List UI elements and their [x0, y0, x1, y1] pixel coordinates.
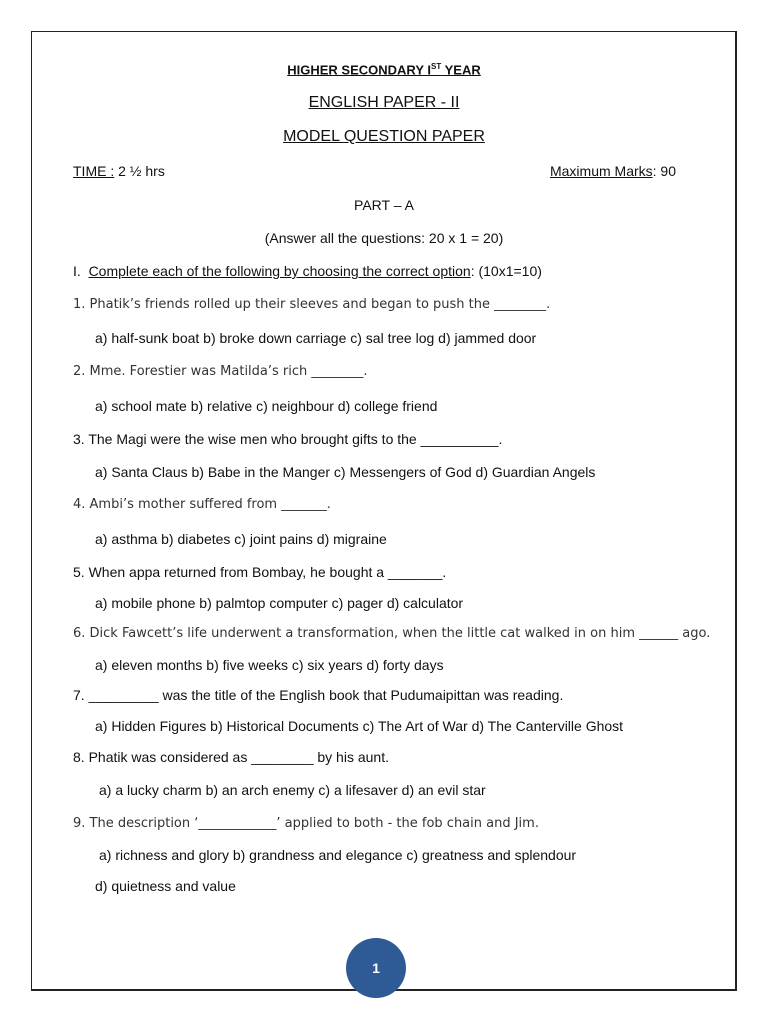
options-5: a) mobile phone b) palmtop computer c) pager d) calculator	[95, 595, 464, 611]
options-9-continued: d) quietness and value	[95, 878, 236, 894]
question-3: 3. The Magi were the wise men who brought gifts to the __________.	[73, 431, 503, 447]
question-8: 8. Phatik was considered as ________ by his aunt.	[73, 749, 389, 765]
question-1: 1. Phatik’s friends rolled up their sleeves and began to push the ________.	[73, 297, 551, 312]
exam-title: HIGHER SECONDARY IST YEAR	[287, 62, 481, 78]
options-1: a) half-sunk boat b) broke down carriage c) sal tree log d) jammed door	[95, 330, 537, 346]
options-2: a) school mate b) relative c) neighbour d) college friend	[95, 398, 438, 414]
part-instruction: (Answer all the questions: 20 x 1 = 20)	[264, 230, 504, 246]
options-3: a) Santa Claus b) Babe in the Manger c) Messengers of God d) Guardian Angels	[95, 464, 596, 480]
options-9: a) richness and glory b) grandness and elegance c) greatness and splendour	[99, 847, 577, 863]
page-number-badge: 1	[346, 938, 406, 998]
section-heading: I. Complete each of the following by choosing the correct option: (10x1=10)	[73, 263, 542, 279]
options-8: a) a lucky charm b) an arch enemy c) a lifesaver d) an evil star	[99, 782, 486, 798]
options-4: a) asthma b) diabetes c) joint pains d) migraine	[95, 531, 387, 547]
question-9: 9. The description ‘____________’ applied to both - the fob chain and Jim.	[73, 816, 539, 831]
question-5: 5. When appa returned from Bombay, he bought a _______.	[73, 564, 447, 580]
question-2: 2. Mme. Forestier was Matilda’s rich ________.	[73, 364, 368, 379]
part-title: PART – A	[354, 197, 414, 213]
time-allowed: TIME : 2 ½ hrs	[73, 163, 165, 179]
question-6: 6. Dick Fawcett’s life underwent a transformation, when the little cat walked in on him ______ ago.	[73, 626, 711, 641]
question-7: 7. _________ was the title of the English book that Pudumaipittan was reading.	[73, 687, 564, 703]
question-4: 4. Ambi’s mother suffered from _______.	[73, 497, 331, 512]
options-7: a) Hidden Figures b) Historical Documents c) The Art of War d) The Canterville Ghost	[95, 718, 624, 734]
paper-type: MODEL QUESTION PAPER	[283, 128, 485, 145]
options-6: a) eleven months b) five weeks c) six years d) forty days	[95, 657, 444, 673]
subject-title: ENGLISH PAPER - II	[308, 94, 460, 111]
maximum-marks: Maximum Marks: 90	[549, 163, 676, 179]
